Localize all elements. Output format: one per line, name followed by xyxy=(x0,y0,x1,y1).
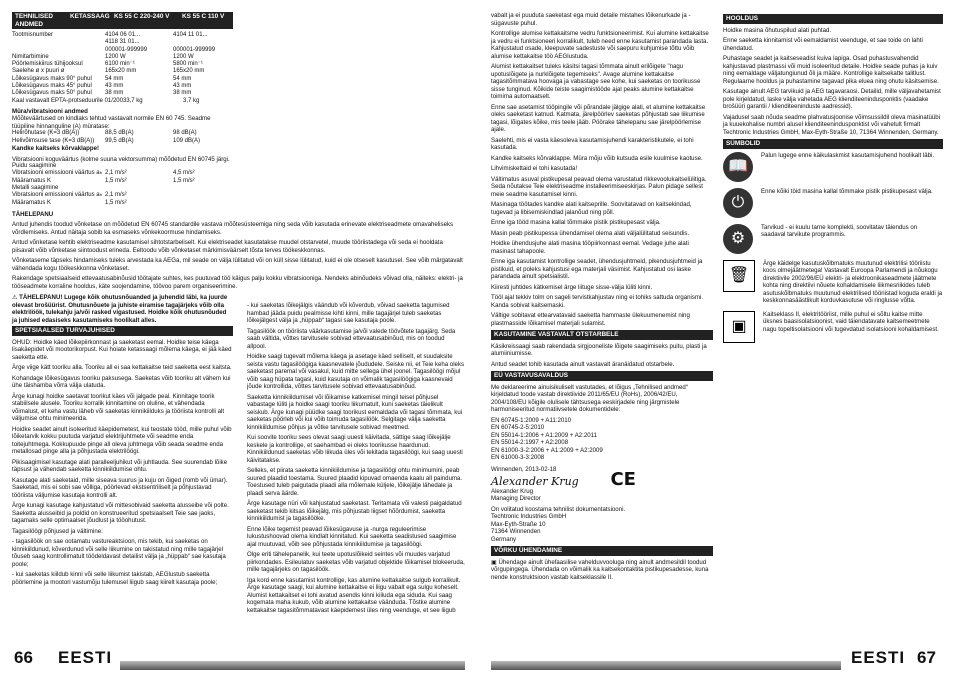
symbol-row xyxy=(723,311,943,343)
symbol-row xyxy=(723,224,943,254)
company-address xyxy=(491,513,713,543)
spec-cell-v1: 54 mm xyxy=(105,75,124,82)
signer-name: Alexander Krug xyxy=(491,487,534,495)
spec-cell-label xyxy=(12,47,105,54)
paragraph: OHUD: Hoidke käed lõikepiirkonnast ja saeketast eemal. Hoidke teise käega lisakäepidet või mootorikorpust. Kui hoiate ketassaagi mõlema käega, ei jää käed saeketta ette. xyxy=(12,338,232,361)
spec-row xyxy=(12,170,233,177)
ce-mark: CE xyxy=(610,469,636,490)
spec-cell-v2: 5800 min⁻¹ xyxy=(173,61,203,68)
spec-row xyxy=(12,98,233,105)
paragraph: Ärge kunagi kasutage kahjustatud või mittesobivaid saeketta alusseibe või polte. Saeketta alusseibid ja poldid on konstrueeritud spetsiaalselt Teie sae jaoks, tagamaks selle optimaalset jõudlust ja tööohutust. xyxy=(12,502,229,525)
symbol-row xyxy=(723,260,943,305)
spec-cell-v1: 99,5 dB(A) xyxy=(105,137,134,144)
spec-cell-label xyxy=(12,39,105,46)
spec-cell-v1: 3,7 kg xyxy=(126,97,143,104)
paragraph: Kui soovite tooriku sees olevat saagi uuesti käivitada, sättige saag lõikejälje keskele ja kontrollige, et saehambad ei oleks toorikusse haardunud. Kinnikiildunud saeketas võib liikuda üles või tekitada tagasilöögi, kui saag uuesti käivitatakse. xyxy=(247,434,463,464)
spec-header-model-2: KS 55 C 110 V xyxy=(182,13,225,20)
paragraph: Vältimatus asuval pistikupesal peavad olema varustatud rikkevoolukaitselülitiga. Seda nõutakse Teie elektriseadme installeerimiseeskirjas. Palun pidage sellest meie seadme kasutamisel kinni. xyxy=(491,175,707,198)
attention-paragraphs xyxy=(12,221,464,290)
paragraph: Ärge kunagi hoidke saetavat toorikut käes või jalgade peal. Kinnitage toorik stabiilsele alusele. Tooriku korralik kinnitamine on oluline, et vähendada võimalust, et keha vastu läheb või saeketas kinnikiilduks ja tööriista kontrolli alt väljumise ohtu minimeerida. xyxy=(12,392,225,423)
noise-table xyxy=(12,130,233,145)
symbol-text: Ärge käidelge kasutuskõlbmatuks muutunud elektrilisi tööriistu koos olmejäätmetega! Vastavalt Euroopa Parlamendi ja nõukogu direktiivile 2002/96/EÜ elektri- ja elektroonikaseadmete jäätmete kohta ning direktiivi nõuete kohaldamisele liikmesriikides tuleb asutuskõlbmatuks muutunud elektrilised tööriistad koguda eraldi ja keskkonnasäästlikult korduvkasutuse või ringlusse võtta. xyxy=(763,259,943,304)
paragraph: Kohandage lõikesügavus tooriku paksusega. Saeketas võib tooriku alt vähem kui ühe täishamba võrra välja ulatuda. xyxy=(12,374,231,390)
paragraph: Rakendage spetsiaalseid ettevaatusabinõusid töötajate suhtes, kes puutuvad töö käigus palju kokku vibratsiooniga. Nendeks abinõudeks võivad olla, näiteks: elektri- ja tööseadmete korraline hooldus, käte soojendamine, töövoo parem organiseerimine. xyxy=(12,275,463,290)
paragraph: - kui saeketas lõikejälgis väändub või kõverdub, võivad saeketta tagumised hambad jääda puidu pealmisse kihti kinni, mille tagajärjel tuleb saeketas lõikejälgest välja ja „hüppab“ tagasi sae kasutaja poole. xyxy=(247,302,450,324)
paragraph: Iga kord enne kasutamist kontrollige, kas alumine kettakaitse sulgub korralikult. Ärge kasutage saagi, kui alumine kettakaitse ei liigu vabalt ega sulgu koheselt. Alumist kettakaitset ei tohi avatud asendis kinni kiiluda ega siduda. Kui saag kogemata maha kukub, võib alumine kettakaitse väänduda. Tõstke alumine kettakaitse tagasitõmmatavast käepidemest üles ning veenduge, et see liigub xyxy=(247,576,461,614)
spec-cell-v1: 4104 06 01... xyxy=(105,32,141,38)
spec-row xyxy=(12,138,233,145)
spec-cell-v1: 1,5 m/s² xyxy=(105,177,127,184)
signer-title: Managing Director xyxy=(491,495,541,502)
paragraph: Enne sae asetamist tööpingile või põrandale jälgige alati, et alumine kettakaitse oleks saeketast katnud. Katmata, järelpöörlev saeketas põhjustab sae liikumise tagasi, lõigates kõike, mis teele jääb. Pöörake tähelepanu sae järelpöörlemise ajale. xyxy=(491,103,706,133)
spec-row xyxy=(12,76,233,83)
noise-title: Müra/vibratsiooni andmed xyxy=(12,107,88,115)
spec-row xyxy=(12,200,233,207)
standard-item: EN 61000-3-3:2008 xyxy=(491,454,545,461)
network-header: VÕRKU ÜHENDAMINE xyxy=(491,546,713,556)
paragraph: Selleks, et piirata saeketta kinnikiildumise ja tagasilöögi ohtu minimumini, peab suured plaadid toestama. Suured plaadid kipuvad omaenda kaalu all painduma. Toestused tuleb paigutada plaadi alla mõlemale küljele, lõikejälje lähedale ja plaadi serva äärde. xyxy=(247,467,463,497)
paragraph: Enne saeketta kinnitamist või eemaldamist veenduge, et sae toide on lahti ühendatud. xyxy=(723,37,923,52)
paragraph: Kasutage alati saeketaid, mille siseava suurus ja kuju on õiged (romb või ümar). Saeketad, mis ei sobi sae võlliga, pöörlevad ekstsentriliselt ja põhjustavad tööriista väljumise kasutaja kontrolli alt. xyxy=(12,476,228,499)
spec-cell-v2 xyxy=(173,185,233,192)
spec-cell-label: Lõikesügavus maks 90° puhul xyxy=(12,75,92,82)
spec-cell-v1: 2,1 m/s² xyxy=(105,192,127,199)
spec-header-title: TEHNILISED ANDMED xyxy=(15,13,53,28)
spec-cell-v2: 4,5 m/s² xyxy=(173,170,195,177)
paragraph: Antud seadet tohib kasutada ainult vastavalt äranäidatud otstarbele. xyxy=(491,360,675,368)
spec-cell-label: Kaal vastavalt EPTA-protseduurile 01/2003 xyxy=(12,97,127,104)
right-column xyxy=(723,12,943,642)
paragraph: Käsikreissaagi saab rakendada sirgjooneliste lõigete saagimiseks puitu, plasti ja alumiiniumisse. xyxy=(491,342,707,357)
paragraph: Olge eriti tähelepanelik, kui teete upotuslõikeid seintes või muudes varjatud piirkondades. Esileulatuv saeketas võib varjatud objektide lõikamisel blokeeruda, mille tagajärjeks on tagasilöök. xyxy=(247,551,465,573)
mid-right-column xyxy=(491,12,713,642)
paragraph: Enne iga tööd masina kallal tõmmake pistik pistikupesast välja. xyxy=(491,219,661,226)
paragraph: Enne iga kasutamist kontrollige seadet, ühendusjuhtmeid, pikendusjuhtmeid ja pistikuid, et poleks kahjustusi ega materjali väsimist. Kahjustatud osi laske parandada ainult spetsialistil. xyxy=(491,258,703,280)
symbols-header: SÜMBOLID xyxy=(723,139,943,149)
unplug-icon: ⏻ xyxy=(723,188,753,218)
symbol-row xyxy=(723,152,943,182)
spec-cell-v2: 1,5 m/s² xyxy=(173,177,195,184)
paragraph: Hoidke saagi tugevalt mõlema käega ja asetage käed selliselt, et suudaksite seista vastu tagasilöögiga kaasnevatele jõududele. Seiske nii, et Teie keha oleks saeketast paremal või vasakul, kuid mitte sellega ühel joonel. Tagasilöögi mõjul võib saag hüpata tagasi, kuid kasutaja on võimalik tagasilöögiga kaasnevaid jõude kontrollida, võttes tarvitusele sobivad ettevaatusabinõud. xyxy=(247,353,465,390)
spec-cell-label: Lõikesügavus maks 45° puhul xyxy=(12,83,92,90)
left-page-number: 66 xyxy=(14,648,33,667)
paragraph: Ärge viige kätt tooriku alla. Tooriku all ei saa kettakaitse teid saeketta eest kaitsta. xyxy=(12,364,232,372)
maintenance-paragraphs xyxy=(723,27,943,137)
spec-cell-v1: 88,5 dB(A) xyxy=(105,130,134,137)
spec-header-model-1: KS 55 C 220-240 V xyxy=(114,13,170,20)
spec-header xyxy=(12,12,233,29)
spec-cell-label: Nimitarbimine xyxy=(12,53,49,60)
spec-cell-v1: 43 mm xyxy=(105,83,124,90)
noise-intro: Mõõteväärtused on kindlaks tehtud vastavalt normile EN 60 745. Seadme tüüpiline hinnanguline (A) müratase: xyxy=(12,115,211,130)
accessories-icon: ⚙ xyxy=(723,224,753,254)
spec-cell-label: Metalli saagimine xyxy=(12,184,59,191)
spec-cell-v1: 1200 W xyxy=(105,53,126,60)
paragraph: Kasutage ainult AEG tarvikuid ja AEG tagavaraosi. Detailid, mille väljavahetamist pole kirjeldatud, laske välja vahetada AEG klienditeenindusponktis (vaadake brošüüri garantii / klienditeeninduste aadressid). xyxy=(723,88,941,110)
standard-item: EN 60745-2-5:2010 xyxy=(491,424,545,431)
paragraph: vabalt ja ei puuduta saeketast ega muid detaile mistahes lõikenurkade ja -sügavuste puhul. xyxy=(491,12,691,27)
spec-cell-label: Puidu saagimine xyxy=(12,163,57,170)
company-line: Max-Eyth-Straße 10 xyxy=(491,520,546,528)
ear-protection-note: Kandke kaitseks kõrvaklappe! xyxy=(12,145,100,153)
spec-row xyxy=(12,68,233,75)
paragraph: Hoidke seadet ainult isoleeritud käepidemetest, kui teostate tööd, mille puhul võib lõiketarvik kokku puutuda varjatud elektrijuhtmete või seadme enda toitejuhtmega. Kokkupuude pinge all oleva juhtmega võib seada seadme enda metallosad pinge alla ja põhjustada elektrilöögi. xyxy=(12,425,232,456)
left-language-label: EESTI xyxy=(58,648,113,667)
spec-row xyxy=(12,130,233,137)
paragraph: Ärge kasutage nüri või kahjustatud saeketast. Teritamata või valesti paigaldatud saeketast tekib kitsas lõikejälg, mis põhjustab liigset hõõrdumist, saeketta kinnikiildumist ja tagasilööke. xyxy=(247,500,462,522)
paragraph: Masin peab pistikupessa ühendamisel olema alati väljalülitatud seisundis. xyxy=(491,229,690,237)
eu-header: EÜ VASTAVUSAVALDUS xyxy=(491,371,713,381)
spec-cell-v2: 000001-999999 xyxy=(173,46,216,53)
spec-cell-label: Pöörlemiskiirus tühijooksul xyxy=(12,61,83,68)
safety-paragraphs xyxy=(12,339,233,587)
paragraph: Alumist kettakaitset tuleks käsitsi tagasi tõmmata ainult erilõigete "nagu upotuslõigete ja nurklõigete tegemiseks". Avage alumine kettakaitse tagasitõmmatava hoovaga ja vabastage see kohe, kui saeketas on toorikusse sisse tunginud. Kõikide teiste saagimistööde ajal peaks alumine kettakaitse toimima automaatselt. xyxy=(491,63,701,100)
spec-cell-v2 xyxy=(173,163,233,170)
spec-row xyxy=(12,178,233,185)
spec-cell-v2: 1200 W xyxy=(173,53,194,60)
attention-title: TÄHELEPANU xyxy=(12,210,54,218)
weee-bin-icon: 🗑 xyxy=(723,260,755,292)
spec-cell-v2 xyxy=(173,200,233,207)
spec-row xyxy=(12,90,233,97)
spec-cell-label: Määramatus K xyxy=(12,199,52,206)
standards-list xyxy=(491,417,713,462)
spec-cell-v1: 2,1 m/s² xyxy=(105,170,127,177)
network-text xyxy=(491,559,713,582)
right-page-number: 67 xyxy=(917,648,936,667)
right-page xyxy=(477,0,954,677)
spec-cell-label: Helivõimsuse tase (K=3 dB(A)) xyxy=(12,137,95,144)
spec-cell-v1: 000001-999999 xyxy=(105,46,148,53)
symbol-text: Tarvikud - ei kuulu tarne komplekti, soovitatav täiendus on saadaval tarvikute programmis. xyxy=(761,223,918,238)
spec-cell-v1: 4118 31 01... xyxy=(105,39,140,46)
spec-row xyxy=(12,192,233,199)
spec-row xyxy=(12,163,233,170)
paragraph: Kontrollige alumise kettakaitsme vedru funktsioneerimist. Kui alumine kettakaitse ja vedru ei funktsioneeri korralikult, tuleb need enne kasutamist parandada lasta. Kahjustatud osade, kleepuvate sadestuste või saepuru kuhjumise tõttu võib alumise kettakaitse töö AEGlustuda. xyxy=(491,30,709,60)
spec-cell-v2: 165x20 mm xyxy=(173,68,205,75)
class-ii-icon: ▣ xyxy=(723,311,755,343)
spec-row xyxy=(12,83,233,90)
eu-paragraphs xyxy=(491,384,713,414)
spec-row xyxy=(12,54,233,61)
paragraph: Saelehti, mis ei vasta käesoleva kasutamisjuhendi karakteristikutele, ei tohi kasutada. xyxy=(491,136,694,151)
standard-item: EN 55014-1:2006 + A1:2009 + A2:2011 xyxy=(491,431,597,439)
mid-right-paragraphs xyxy=(491,12,713,327)
paragraph: Kiiresti juhtides kätkemisel ärge liituge sisse-välja lüliti kinni. xyxy=(491,283,653,291)
doc-authorization: On volitatud koostama tehnilist dokumentatsiooni. xyxy=(491,505,626,513)
mid-left-column xyxy=(247,302,465,642)
paragraph: Tagasilöök on tööriista väärkasutamise ja/või valede töövõtete tagajärg. Seda saab vältida, võttes tarvitusele sobivad ettevaatusabinõud, mis on toodud allpool. xyxy=(247,327,456,350)
paragraph: Hoidke masina õhutuspilud alati puhtad. xyxy=(723,26,832,34)
right-footer xyxy=(477,648,954,670)
spec-cell-label: Lõikesügavus maks 50° puhul xyxy=(12,90,92,97)
paragraph: Hoidke ühendusjuhe alati masina tööpiirkonnast eemal. Vedage juhe alati masinast tahapoole. xyxy=(491,240,689,255)
spec-cell-v1 xyxy=(105,163,173,170)
left-footer xyxy=(0,648,477,670)
spec-cell-v1: 6100 min⁻¹ xyxy=(105,61,135,68)
vibration-table xyxy=(12,163,233,207)
paragraph: Me deklareerime ainuisikuliselt vastutades, et lõigus „Tehnilised andmed“ kirjeldatud toode vastab direktiivide 2011/65/EU (RoHs), 2006/42/EU, 2004/108/EU kõigile olulisele tähtsusega eeskirjadele ning järgmistele harmoniseeritud normatiivsetele dokumentidele: xyxy=(491,383,688,413)
symbol-text: Palun lugege enne käikulaskmist kasutamisjuhend hoolikalt läbi. xyxy=(761,151,935,159)
spec-row xyxy=(12,47,233,54)
spec-cell-v2: 109 dB(A) xyxy=(173,137,201,144)
paragraph: Kandke kaitseks kõrvaklappe. Müra mõju võib kutsuda esile kuulmise kaotuse. xyxy=(491,154,703,162)
vibration-intro: Vibratsiooni koguväärtus (kolme suuna vektorsumma) mõõdetud EN 60745 järgi. xyxy=(12,155,230,163)
right-footer-bar xyxy=(491,661,841,670)
warning-icon: ⚠ xyxy=(12,294,18,302)
warning-block xyxy=(12,294,233,324)
spec-cell-label: Saelehe ø x puuri ø xyxy=(12,68,65,75)
place-date: Winnenden, 2013-02-18 xyxy=(491,465,557,473)
manual-icon: 📖 xyxy=(723,152,753,182)
paragraph: Tagasilöögi põhjused ja vältimine: xyxy=(12,527,103,535)
left-footer-bar xyxy=(120,661,465,670)
spec-cell-v1: 38 mm xyxy=(105,90,124,97)
paragraph: Puhastage seadet ja kaitseseadist kuiva lapiga. Osad puhastusvahendid kahjustavad plastmassi või muid isoleeritud detaile. Hoidke seade puhas ja kuiv ning eemaldage väljatungiunud õli ja määre. Kontrollige kaitsekatte talitlust. Regulaarne hooldus ja puhastamine tagavad pika eluea ning ohutu käsitsemise. xyxy=(723,55,939,85)
usage-paragraphs xyxy=(491,343,713,369)
signature: Alexander Krug xyxy=(491,475,579,488)
spec-cell-v2: 98 dB(A) xyxy=(173,130,197,137)
usage-header: KASUTAMINE VASTAVALT OTSTARBELE xyxy=(491,330,713,340)
safety-header: SPETSIAALSED TURVAJUHISED xyxy=(12,326,233,336)
standard-item: EN 61000-3-2:2006 + A1:2009 + A2:2009 xyxy=(491,446,603,454)
spec-cell-v2: 38 mm xyxy=(173,90,192,97)
spec-row xyxy=(12,32,233,39)
spec-row xyxy=(12,61,233,68)
paragraph: - tagasilöök on sae ootamatu vastureaktsioon, mis tekib, kui saeketas on kinnikiildunud, kõverdunud või selle liikumine on takistatud ning mille tagajärjel tõuseb saag kontrollimatult töödeldavast detailist välja ja „hüppab“ sae kasutaja poole; xyxy=(12,538,226,568)
standard-item: EN 55014-2:1997 + A2:2008 xyxy=(491,439,569,446)
spec-table xyxy=(12,32,233,105)
spec-cell-label: Määramatus K xyxy=(12,177,52,184)
paragraph: Masinaga töötades kandke alati kaitseprille. Soovitatavad on kaitsekindad, tugevad ja libisemiskindlad jalanõud ning põll. xyxy=(491,201,692,216)
spec-cell-v2: 54 mm xyxy=(173,75,192,82)
standard-item: EN 60745-1:2009 + A11:2010 xyxy=(491,416,572,424)
company-line: Germany xyxy=(491,535,517,543)
paragraph: Enne lõike tegemist peavad lõikesügavuse ja -nurga reguleerimise lukustushoovad olema kindlalt kinnitatud. Kui saeketta seadistused saagimise ajal muutuvad, võib see põhjustada kinnikiildumise ja tagasilöögi. xyxy=(247,525,457,548)
spec-cell-label: Vibratsiooni emissiooni väärtus aₕ xyxy=(12,192,103,199)
spec-row xyxy=(12,185,233,192)
symbol-text: Kaitseklass II, elektritööriist, mille puhul ei sõltu kaitse mitte üksnes baasisolatsioonist, vaid täiendatavate kaitsemeetmete nagu topeltisolatsiooni või tugevdatud isolatsiooni kohaldamisest. xyxy=(763,310,939,333)
spec-cell-label: Tootmisnumber xyxy=(12,32,54,38)
company-line: Techtronic Industries GmbH xyxy=(491,513,567,520)
right-language-label: EESTI xyxy=(851,648,906,667)
maintenance-header: HOOLDUS xyxy=(723,14,943,24)
paragraph: Lihvimiskettaid ei tohi kasutada! xyxy=(491,165,578,172)
paragraph: Pikisaagimisel kasutage alati paralleeljuhikut või juhtlauda. See suurendab lõike täpsust ja vähendab saeketta kinnikiildumise ohtu. xyxy=(12,458,228,474)
symbol-row xyxy=(723,188,943,218)
paragraph: Vajadusel saab nõuda seadme plahvatusjoonise võimsussildil oleva masinatüübi ja kuuekohalise numbri alusel klienditeenindusponktist või vahetult firmalt Techtronic Industries GmbH, Max-Eyth-Straße 10, 71364 Winnenden, Germany. xyxy=(723,113,941,136)
symbol-text: Enne kõiki töid masina kallal tõmmake pistik pistikupesast välja. xyxy=(761,187,933,195)
warning-text: TÄHELEPANU! Lugege kõik ohutusnõuanded ja juhendid läbi, ka juurde olevast brošüürist. Ohutusnõuete ja juhiste eiramise tagajärjeks võib olla elektrilöök, tulekahju ja/või rasked vigastused. Hoidke kõik ohutusnõuded ja juhised edasiseks kasutamiseks hoolikalt alles. xyxy=(12,294,228,324)
spec-cell-label: Helirõhutase (K=3 dB(A)) xyxy=(12,130,80,137)
paragraph: Tööl ajal tekkiv tolm on sageli tervistkahjustav ning ei tohiks sattuda organismi. Kanda sobivat kaitsemaski. xyxy=(491,294,704,309)
mid-left-paragraphs xyxy=(247,302,465,614)
spec-row xyxy=(12,39,233,46)
spec-cell-v2 xyxy=(173,192,233,199)
spec-cell-v2: 4104 11 01... xyxy=(173,32,208,38)
paragraph: Antud juhendis toodud võnketase on mõõdetud EN 60745 standardile vastava mõõtesüsteemiga ning seda võib kasutada erinevate elektriseadmete omavaheliseks võrdlemiseks. Antud näitaja sobib ka esmaseks võnkekoormuse hindamiseks. xyxy=(12,221,454,236)
spec-cell-v1 xyxy=(105,185,173,192)
paragraph: Vältige sobitavat ettearvatavaid saeketta hammaste ülekuumenemist ning plastmasside lõikamisel materjali sulamist. xyxy=(491,312,690,327)
spec-cell-v2: 43 mm xyxy=(173,83,192,90)
spec-cell-v1: 165x20 mm xyxy=(105,68,137,75)
symbols-list xyxy=(723,152,943,343)
spec-cell-label: Vibratsiooni emissiooni väärtus aₕ xyxy=(12,170,103,177)
paragraph: Saeketta kinnikiildumisel või lõikamise katkemisel mingil teisel põhjusel vabastage lüliti ja hoidke saagi tooriku liikumatult, kuni saeketas täielikult seiskub. Ärge kunagi püüdke saagi toorikust eemaldada või tagasi tõmmata, kui saeketas pöörleb või kui võib toimuda tagasilöök. Selgitage välja saeketta kinnikiildumise põhjus ja võtke tarvitusele sobivad meetmed. xyxy=(247,393,463,431)
spec-cell-v2 xyxy=(173,39,233,46)
network-paragraph: Ühendage ainult ühefaasilise vahelduvvooluga ning ainult andmesildil toodud võrgupingega. Ühendada on võimalik ka kaitsekontaktita pistikupesadesse, kuna nende konstruktsioon vastab kaitseklassile II. xyxy=(491,558,709,581)
spec-header-product: KETASSAAG xyxy=(70,13,110,20)
company-line: 71364 Winnenden xyxy=(491,528,541,535)
paragraph: - kui saeketas kiildub kinni või selle liikumist takistab, AEGlustub saeketta pöörlemine ja mootori vastumõju tulemusel liigub saag kiirelt kasutaja poole; xyxy=(12,571,218,586)
spec-cell-v2: 3,7 kg xyxy=(182,97,200,104)
paragraph: Võnketaseme täpseks hindamiseks tuleks arvestada ka AEGa, mil seade on välja lülitatud või on küll sisse lülitatud, kuid ei ole otseselt kasutusel. See võib märgatavalt vähendada kogu töökeskkonna võnketaset. xyxy=(12,257,463,272)
plug-icon: ▣ xyxy=(491,558,497,566)
paragraph: Antud võnketase kehtib elektriseadme kasutamisel sihtotstarbeliselt. Kui elektriseadet kasutatakse muudel otstarvetel, muude tööriistadega või seda ei hooldata piisavalt võib võnketase siintoodust erineda. Eeltoodu võib võnketaset märkimisväärselt tõsta terves töökeskkonnas. xyxy=(12,239,443,254)
spec-cell-v1: 1,5 m/s² xyxy=(105,199,127,206)
